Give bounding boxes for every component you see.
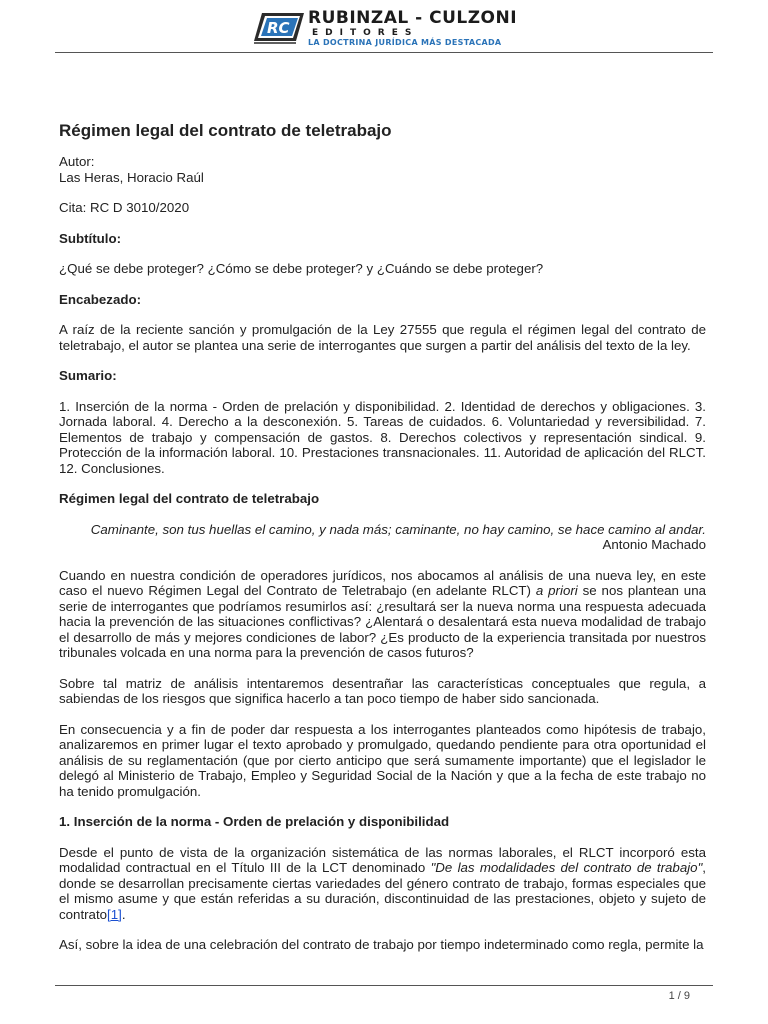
- epigraph-author: Antonio Machado: [602, 537, 706, 552]
- epigraph-quote: Caminante, son tus huellas el camino, y nada más; caminante, no hay camino, se hace camino al andar.: [90, 521, 706, 537]
- summary-label: Sumario:: [59, 368, 117, 383]
- paragraph-text: , donde se desarrollan precisamente ciertas variedades del género contrato de trabajo, formas especiales que el mismo asume y que están referidas a su duración, discontinuidad de las prestaciones, objeto y sujeto de contrato: [59, 860, 706, 922]
- rc-emblem-icon: [252, 10, 306, 44]
- svg-text:RC: RC: [267, 19, 290, 37]
- citation: Cita: RC D 3010/2020: [59, 200, 190, 215]
- paragraph-text: .: [121, 906, 126, 922]
- subtitle-label: Subtítulo:: [59, 230, 122, 246]
- logo-name: RUBINZAL - CULZONI: [308, 8, 518, 28]
- footer-divider: [55, 985, 713, 986]
- logo-subtitle: EDITORES: [312, 28, 419, 38]
- paragraph-text: se nos plantean una serie de interrogantes que podríamos resumirlos así: ¿resultará ser la nueva norma una respuesta adecuada hacia la prevención de las situaciones conflictivas? ¿Alentará o desalentará esta nueva modalidad de trabajo el desarrollo de más y mejores condiciones de labor? ¿Es producto de la experiencia transitada por nuestros tribunales volcada en una norma para la prevención de casos futuros?: [59, 583, 706, 660]
- body-paragraph-3: En consecuencia y a fin de poder dar respuesta a los interrogantes planteados como hipótesis de trabajo, analizaremos en primer lugar el texto aprobado y promulgado, quedando pendiente para otra oportunidad el análisis de su reglamentación (que por cierto anticipo que será sumamente importante) que el legislador le delegó al Ministerio de Trabajo, Empleo y Seguridad Social de la Nación y que a la fecha de este trabajo no ha tenido promulgación.: [59, 721, 706, 799]
- author-name: Las Heras, Horacio Raúl: [59, 169, 204, 185]
- document-body: [59, 120, 706, 953]
- footnote-link-1[interactable]: [1]: [107, 906, 122, 922]
- body-paragraph-5: Así, sobre la idea de una celebración del contrato de trabajo por tiempo indeterminado como regla, permite la: [59, 937, 704, 952]
- subtitle-text: ¿Qué se debe proteger? ¿Cómo se debe proteger? y ¿Cuándo se debe proteger?: [59, 261, 544, 276]
- header-label: Encabezado:: [59, 291, 142, 307]
- paragraph-text: Desde el punto de vista de la organización sistemática de las normas laborales, el RLCT incorporó esta modalidad contractual en el Título III de la LCT denominado: [59, 844, 706, 875]
- emphasis-text: "De las modalidades del contrato de trabajo": [430, 860, 703, 875]
- page-number: 1 / 9: [668, 990, 690, 1002]
- document-title: Régimen legal del contrato de teletrabajo: [59, 121, 392, 140]
- summary-text: 1. Inserción de la norma - Orden de prelación y disponibilidad. 2. Identidad de derechos y obligaciones. 3. Jornada laboral. 4. Derecho a la desconexión. 5. Tareas de cuidados. 6. Voluntariedad y reversibilidad. 7. Elementos de trabajo y compensación de gastos. 8. Derechos colectivos y representación sindical. 9. Protección de la información laboral. 10. Prestaciones transnacionales. 11. Autoridad de aplicación del RLCT. 12. Conclusiones.: [59, 398, 706, 476]
- author-label: Autor:: [59, 154, 95, 169]
- logo-tagline: LA DOCTRINA JURÍDICA MÁS DESTACADA: [308, 38, 502, 47]
- page-header: [0, 0, 768, 54]
- body-paragraph-1: [59, 568, 706, 661]
- emphasis-text: a priori: [535, 583, 578, 598]
- header-text: A raíz de la reciente sanción y promulgación de la Ley 27555 que regula el régimen legal del contrato de teletrabajo, el autor se plantea una serie de interrogantes que surgen a partir del análisis del texto de la ley.: [59, 322, 706, 353]
- body-paragraph-2: Sobre tal matriz de análisis intentaremos desentrañar las características conceptuales que regula, a sabiendas de los riesgos que significa hacerlo a tan poco tiempo de haber sido sancionada.: [59, 675, 706, 706]
- body-paragraph-4: [59, 845, 706, 923]
- publisher-logo: [252, 8, 518, 48]
- section-1-heading: 1. Inserción de la norma - Orden de prelación y disponibilidad: [59, 814, 450, 829]
- section-heading: Régimen legal del contrato de teletrabajo: [59, 491, 320, 506]
- header-divider: [55, 52, 713, 53]
- paragraph-text: Cuando en nuestra condición de operadores jurídicos, nos abocamos al análisis de una nueva ley, en este caso el nuevo Régimen Legal del Contrato de Teletrabajo (en adelante RLCT): [59, 567, 706, 598]
